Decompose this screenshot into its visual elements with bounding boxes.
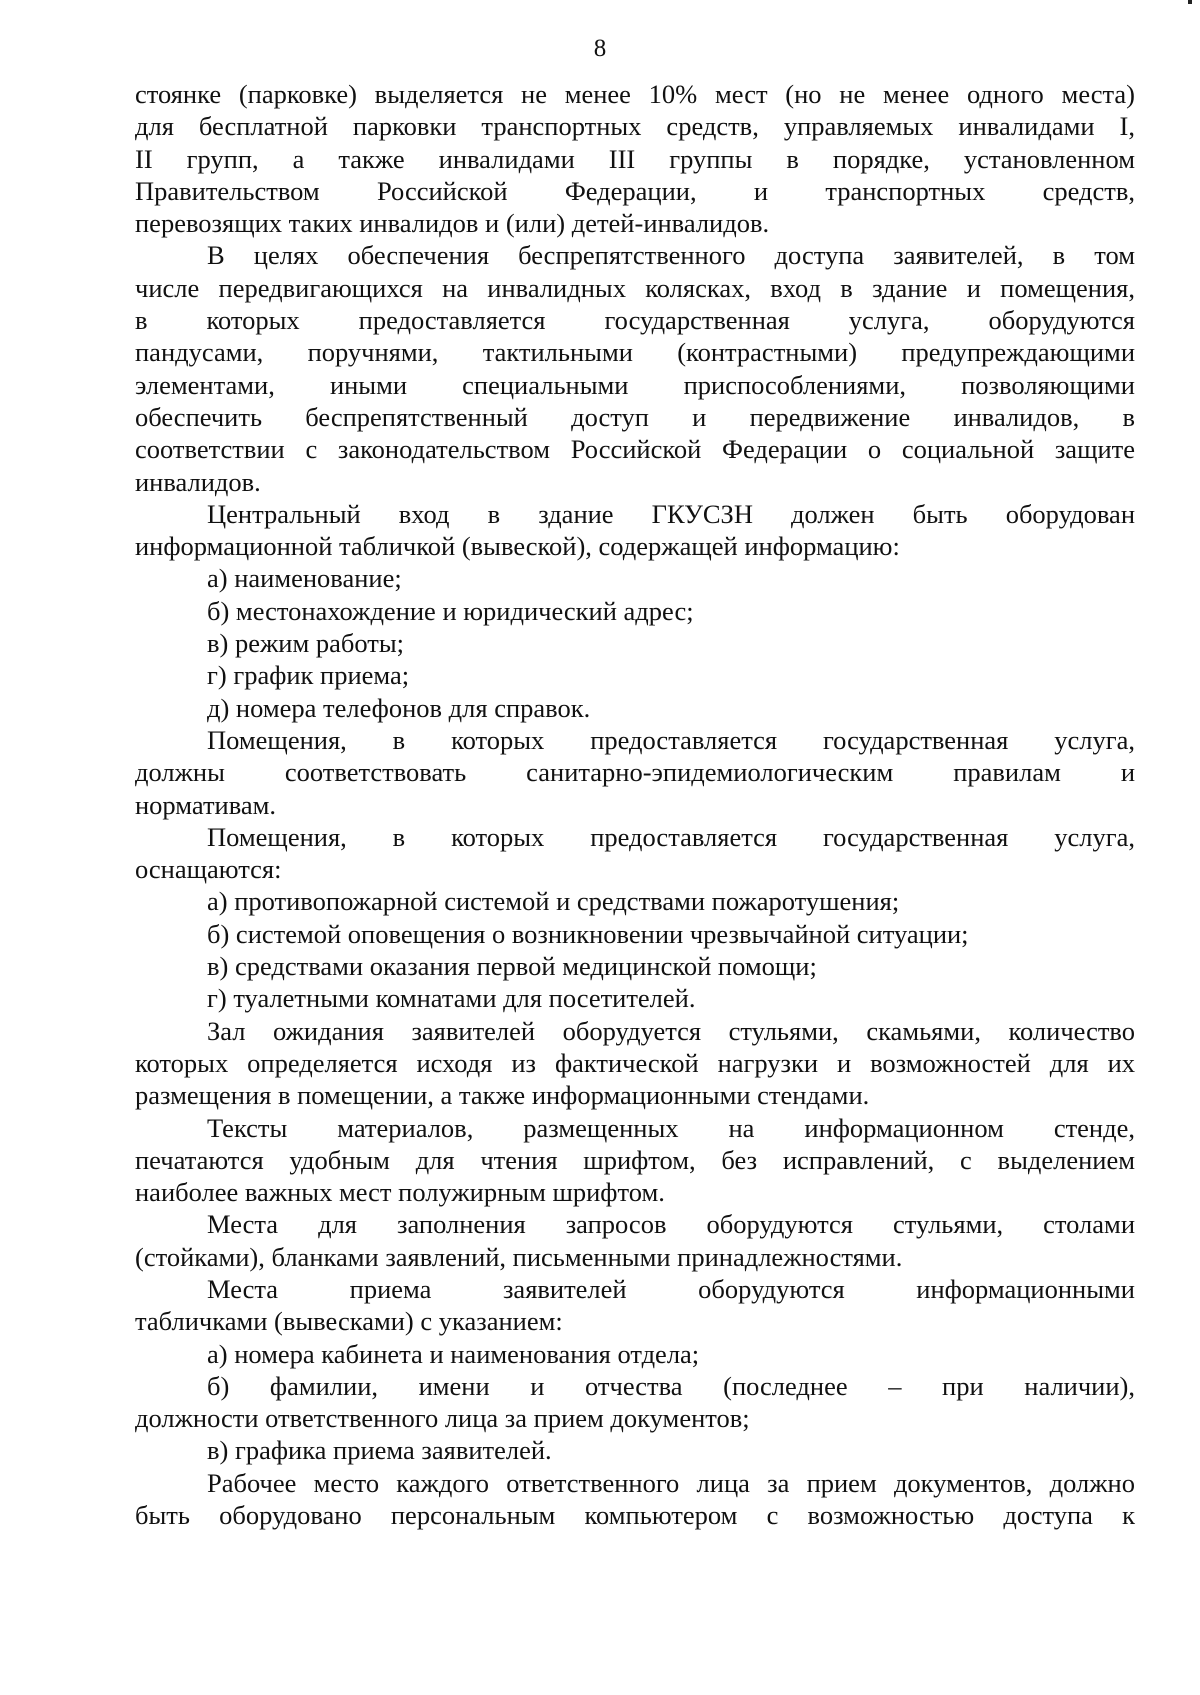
- text-line: Рабочее место каждого ответственного лица за прием документов, должно: [207, 1467, 1135, 1498]
- list-item: [135, 692, 1135, 724]
- text-line: в) графика приема заявителей.: [207, 1435, 552, 1466]
- paragraph: [135, 78, 1135, 239]
- text-line: б) местонахождение и юридический адрес;: [207, 595, 694, 626]
- list-item: [135, 659, 1135, 691]
- text-line: г) туалетными комнатами для посетителей.: [207, 983, 696, 1014]
- text-line: б) фамилии, имени и отчества (последнее – при наличии),: [207, 1370, 1135, 1401]
- list-item: [135, 950, 1135, 982]
- paragraph: [135, 1370, 1135, 1435]
- paragraph: [135, 1273, 1135, 1338]
- page-number: 8: [593, 35, 607, 62]
- text-line: Правительством Российской Федерации, и транспортных средств,: [135, 175, 1135, 206]
- text-line: а) номера кабинета и наименования отдела;: [207, 1338, 700, 1369]
- text-line: Зал ожидания заявителей оборудуется стульями, скамьями, количество: [207, 1015, 1135, 1046]
- text-line: II групп, а также инвалидами III группы в порядке, установленном: [135, 143, 1135, 174]
- text-line: размещения в помещении, а также информационными стендами.: [135, 1080, 870, 1111]
- text-line: должны соответствовать санитарно-эпидемиологическим правилам и: [135, 757, 1135, 788]
- list-item: [135, 595, 1135, 627]
- text-line: в) режим работы;: [207, 628, 405, 659]
- text-line: соответствии с законодательством Российской Федерации о социальной защите: [135, 434, 1135, 465]
- text-line: наиболее важных мест полужирным шрифтом.: [135, 1177, 665, 1208]
- text-line: в) средствами оказания первой медицинской помощи;: [207, 951, 817, 982]
- list-item: [135, 982, 1135, 1014]
- text-line: д) номера телефонов для справок.: [207, 692, 591, 723]
- text-line: (стойками), бланками заявлений, письменными принадлежностями.: [135, 1241, 903, 1272]
- text-line: нормативам.: [135, 789, 277, 820]
- text-line: которых определяется исходя из фактической нагрузки и возможностей для их: [135, 1047, 1135, 1078]
- paragraph: [135, 821, 1135, 886]
- text-line: в которых предоставляется государственная услуга, оборудуются: [135, 305, 1135, 336]
- list-item: [135, 1338, 1135, 1370]
- text-line: элементами, иными специальными приспособлениями, позволяющими: [135, 369, 1135, 400]
- paragraph: [135, 239, 1135, 497]
- list-item: [135, 885, 1135, 917]
- paragraph: [135, 1208, 1135, 1273]
- text-line: Центральный вход в здание ГКУСЗН должен быть оборудован: [207, 498, 1135, 529]
- text-line: числе передвигающихся на инвалидных колясках, вход в здание и помещения,: [135, 272, 1135, 303]
- paragraph: [135, 498, 1135, 563]
- list-item: [135, 1434, 1135, 1466]
- text-line: г) график приема;: [207, 660, 410, 691]
- text-line: Места для заполнения запросов оборудуются стульями, столами: [207, 1209, 1135, 1240]
- text-line: б) системой оповещения о возникновении чрезвычайной ситуации;: [207, 918, 969, 949]
- text-line: табличками (вывесками) с указанием:: [135, 1306, 563, 1337]
- scan-speck: [1188, 0, 1192, 4]
- text-line: обеспечить беспрепятственный доступ и передвижение инвалидов, в: [135, 401, 1135, 432]
- text-line: Помещения, в которых предоставляется государственная услуга,: [207, 821, 1135, 852]
- text-line: Места приема заявителей оборудуются информационными: [207, 1273, 1135, 1304]
- text-line: перевозящих таких инвалидов и (или) детей-инвалидов.: [135, 208, 770, 239]
- text-line: для бесплатной парковки транспортных средств, управляемых инвалидами I,: [135, 111, 1135, 142]
- paragraph: [135, 1015, 1135, 1112]
- paragraph: [135, 724, 1135, 821]
- list-item: [135, 627, 1135, 659]
- text-line: а) противопожарной системой и средствами пожаротушения;: [207, 886, 900, 917]
- text-line: стоянке (парковке) выделяется не менее 10% мест (но не менее одного места): [135, 79, 1135, 109]
- document-body: [135, 78, 1135, 1531]
- text-line: информационной табличкой (вывеской), содержащей информацию:: [135, 531, 900, 562]
- list-item: [135, 562, 1135, 594]
- text-line: быть оборудовано персональным компьютером с возможностью доступа к: [135, 1500, 1135, 1531]
- text-line: В целях обеспечения беспрепятственного доступа заявителей, в том: [207, 240, 1135, 271]
- text-line: Тексты материалов, размещенных на информационном стенде,: [207, 1112, 1135, 1143]
- text-line: пандусами, поручнями, тактильными (контрастными) предупреждающими: [135, 337, 1135, 368]
- text-line: Помещения, в которых предоставляется государственная услуга,: [207, 724, 1135, 755]
- list-item: [135, 918, 1135, 950]
- text-line: инвалидов.: [135, 466, 261, 497]
- text-line: печатаются удобным для чтения шрифтом, без исправлений, с выделением: [135, 1144, 1135, 1175]
- paragraph: [135, 1112, 1135, 1209]
- text-line: должности ответственного лица за прием документов;: [135, 1403, 750, 1434]
- text-line: а) наименование;: [207, 563, 402, 594]
- paragraph: [135, 1467, 1135, 1532]
- text-line: оснащаются:: [135, 854, 282, 885]
